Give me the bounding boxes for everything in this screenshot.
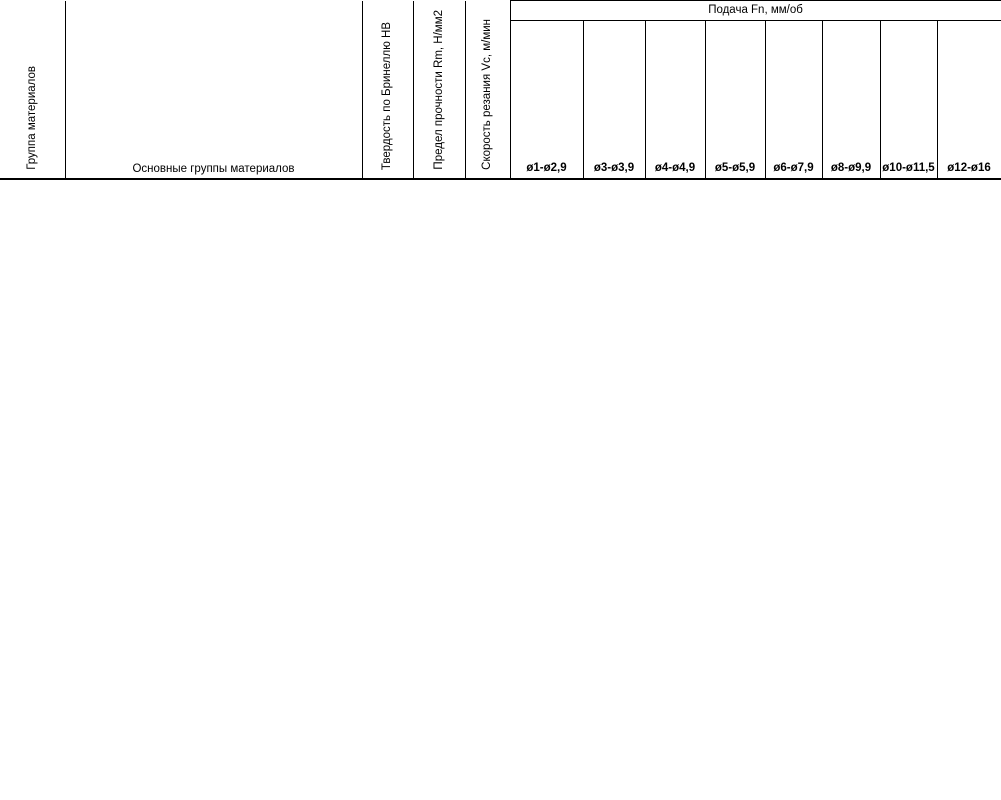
header-diameter-range: ø1-ø2,9	[510, 21, 583, 179]
header-diameter-range: ø8-ø9,9	[822, 21, 880, 179]
header-strength-label: Предел прочности Rm, Н/мм2	[432, 10, 445, 170]
header-material-group-label: Группа материалов	[25, 66, 38, 170]
header-hardness-label: Твердость по Бринеллю НВ	[381, 21, 394, 170]
header-speed-cell	[465, 1, 510, 179]
header-hardness-cell	[362, 1, 413, 179]
header-diameter-range: ø4-ø4,9	[645, 21, 705, 179]
header-diameter-range: ø10-ø11,5	[880, 21, 937, 179]
header-material-group-cell	[0, 1, 65, 179]
cutting-data-table	[0, 0, 1001, 180]
header-diameter-range: ø5-ø5,9	[705, 21, 765, 179]
header-diameter-range: ø3-ø3,9	[583, 21, 645, 179]
header-diameter-range: ø12-ø16	[937, 21, 1001, 179]
header-strength-cell	[413, 1, 465, 179]
header-diameter-range: ø6-ø7,9	[765, 21, 822, 179]
header-feed-title: Подача Fn, мм/об	[510, 1, 1001, 21]
header-main-groups-label: Основные группы материалов	[65, 1, 362, 179]
header-speed-label: Скорость резания Vc, м/мин	[481, 19, 494, 170]
header-row-top	[0, 1, 1001, 21]
